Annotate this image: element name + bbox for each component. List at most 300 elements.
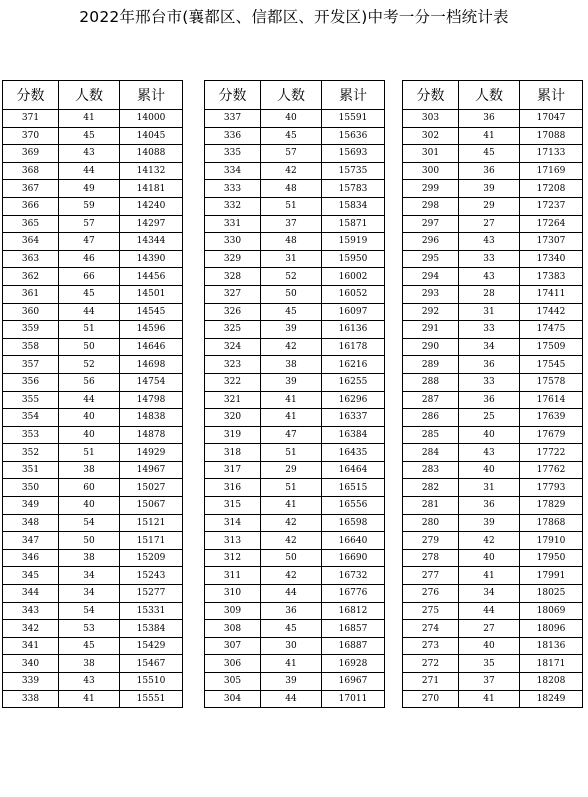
cumulative-cell: 15027 — [120, 479, 183, 497]
count-cell: 37 — [261, 215, 322, 233]
score-cell: 275 — [403, 602, 459, 620]
table-row — [205, 549, 385, 567]
cumulative-cell: 16967 — [322, 673, 385, 691]
cumulative-cell: 17340 — [520, 250, 583, 268]
table-row — [205, 215, 385, 233]
cumulative-cell: 16255 — [322, 373, 385, 391]
table-row — [3, 321, 183, 339]
table-row — [205, 479, 385, 497]
cumulative-cell: 17307 — [520, 233, 583, 251]
score-cell: 347 — [3, 532, 59, 550]
score-cell: 272 — [403, 655, 459, 673]
cumulative-cell: 14754 — [120, 373, 183, 391]
count-cell: 44 — [59, 391, 120, 409]
table-row — [3, 549, 183, 567]
score-cell: 370 — [3, 127, 59, 145]
cumulative-cell: 14132 — [120, 162, 183, 180]
cumulative-cell: 15243 — [120, 567, 183, 585]
count-cell: 52 — [261, 268, 322, 286]
count-cell: 51 — [59, 321, 120, 339]
header-score: 分数 — [403, 81, 459, 110]
table-row — [205, 444, 385, 462]
table-row — [3, 497, 183, 515]
score-cell: 304 — [205, 690, 261, 708]
score-cell: 313 — [205, 532, 261, 550]
table-row — [3, 409, 183, 427]
cumulative-cell: 17133 — [520, 145, 583, 163]
header-count: 人数 — [59, 81, 120, 110]
table-row — [205, 655, 385, 673]
cumulative-cell: 14545 — [120, 303, 183, 321]
cumulative-cell: 17829 — [520, 497, 583, 515]
score-cell: 358 — [3, 338, 59, 356]
table-row — [205, 303, 385, 321]
header-row — [205, 81, 385, 110]
score-cell: 296 — [403, 233, 459, 251]
cumulative-cell: 18208 — [520, 673, 583, 691]
cumulative-cell: 16337 — [322, 409, 385, 427]
score-cell: 318 — [205, 444, 261, 462]
table-row — [403, 690, 583, 708]
count-cell: 44 — [459, 602, 520, 620]
count-cell: 57 — [59, 215, 120, 233]
score-cell: 336 — [205, 127, 261, 145]
score-cell: 270 — [403, 690, 459, 708]
count-cell: 42 — [261, 338, 322, 356]
count-cell: 37 — [459, 673, 520, 691]
score-cell: 320 — [205, 409, 261, 427]
count-cell: 41 — [459, 127, 520, 145]
count-cell: 41 — [59, 110, 120, 128]
count-cell: 41 — [459, 567, 520, 585]
cumulative-cell: 14181 — [120, 180, 183, 198]
count-cell: 45 — [261, 620, 322, 638]
score-cell: 286 — [403, 409, 459, 427]
count-cell: 40 — [261, 110, 322, 128]
table-row — [205, 620, 385, 638]
table-row — [3, 426, 183, 444]
score-cell: 273 — [403, 637, 459, 655]
cumulative-cell: 14929 — [120, 444, 183, 462]
score-cell: 344 — [3, 585, 59, 603]
table-row — [3, 373, 183, 391]
header-row — [403, 81, 583, 110]
count-cell: 42 — [261, 567, 322, 585]
score-cell: 281 — [403, 497, 459, 515]
cumulative-cell: 17614 — [520, 391, 583, 409]
score-cell: 278 — [403, 549, 459, 567]
cumulative-cell: 16812 — [322, 602, 385, 620]
table-row — [3, 391, 183, 409]
table-row — [3, 268, 183, 286]
header-score: 分数 — [3, 81, 59, 110]
cumulative-cell: 16296 — [322, 391, 385, 409]
table-row — [205, 162, 385, 180]
score-cell: 357 — [3, 356, 59, 374]
cumulative-cell: 15735 — [322, 162, 385, 180]
score-cell: 322 — [205, 373, 261, 391]
table-row — [205, 497, 385, 515]
score-cell: 328 — [205, 268, 261, 286]
count-cell: 43 — [59, 145, 120, 163]
cumulative-cell: 16216 — [322, 356, 385, 374]
count-cell: 41 — [459, 690, 520, 708]
cumulative-cell: 16690 — [322, 549, 385, 567]
table-row — [205, 373, 385, 391]
cumulative-cell: 15950 — [322, 250, 385, 268]
cumulative-cell: 15384 — [120, 620, 183, 638]
count-cell: 36 — [459, 162, 520, 180]
table-row — [205, 356, 385, 374]
cumulative-cell: 14646 — [120, 338, 183, 356]
score-cell: 329 — [205, 250, 261, 268]
cumulative-cell: 16857 — [322, 620, 385, 638]
table-row — [403, 479, 583, 497]
cumulative-cell: 17545 — [520, 356, 583, 374]
table-row — [3, 620, 183, 638]
cumulative-cell: 14838 — [120, 409, 183, 427]
score-cell: 284 — [403, 444, 459, 462]
count-cell: 33 — [459, 321, 520, 339]
count-cell: 38 — [261, 356, 322, 374]
score-cell: 334 — [205, 162, 261, 180]
table-row — [403, 567, 583, 585]
score-cell: 360 — [3, 303, 59, 321]
table-row — [205, 127, 385, 145]
score-cell: 353 — [3, 426, 59, 444]
header-count: 人数 — [261, 81, 322, 110]
count-cell: 45 — [261, 127, 322, 145]
count-cell: 36 — [459, 497, 520, 515]
cumulative-cell: 14967 — [120, 461, 183, 479]
cumulative-cell: 16002 — [322, 268, 385, 286]
score-cell: 311 — [205, 567, 261, 585]
cumulative-cell: 16178 — [322, 338, 385, 356]
cumulative-cell: 18096 — [520, 620, 583, 638]
cumulative-cell: 16052 — [322, 285, 385, 303]
table-row — [3, 532, 183, 550]
cumulative-cell: 17868 — [520, 514, 583, 532]
score-cell: 324 — [205, 338, 261, 356]
cumulative-cell: 16097 — [322, 303, 385, 321]
count-cell: 39 — [459, 180, 520, 198]
table-row — [205, 532, 385, 550]
table-row — [403, 373, 583, 391]
table-row — [3, 690, 183, 708]
page-title: 2022年邢台市(襄都区、信都区、开发区)中考一分一档统计表 — [79, 8, 509, 26]
cumulative-cell: 17383 — [520, 268, 583, 286]
cumulative-cell: 16928 — [322, 655, 385, 673]
cumulative-cell: 16887 — [322, 637, 385, 655]
cumulative-cell: 17793 — [520, 479, 583, 497]
table-row — [3, 602, 183, 620]
count-cell: 41 — [261, 391, 322, 409]
cumulative-cell: 15331 — [120, 602, 183, 620]
table-row — [403, 180, 583, 198]
table-row — [3, 250, 183, 268]
table-row — [3, 637, 183, 655]
count-cell: 40 — [59, 497, 120, 515]
table-row — [403, 426, 583, 444]
table-row — [3, 180, 183, 198]
count-cell: 34 — [459, 338, 520, 356]
score-cell: 335 — [205, 145, 261, 163]
table-row — [3, 673, 183, 691]
count-cell: 48 — [261, 233, 322, 251]
table-row — [205, 585, 385, 603]
cumulative-cell: 14344 — [120, 233, 183, 251]
table-row — [3, 461, 183, 479]
score-cell: 346 — [3, 549, 59, 567]
table-row — [403, 391, 583, 409]
count-cell: 46 — [59, 250, 120, 268]
count-cell: 27 — [459, 620, 520, 638]
score-cell: 288 — [403, 373, 459, 391]
score-cell: 367 — [3, 180, 59, 198]
score-cell: 321 — [205, 391, 261, 409]
score-cell: 350 — [3, 479, 59, 497]
count-cell: 36 — [261, 602, 322, 620]
table-row — [3, 567, 183, 585]
table-row — [3, 110, 183, 128]
table-row — [403, 532, 583, 550]
count-cell: 39 — [261, 373, 322, 391]
table-row — [3, 514, 183, 532]
table-row — [403, 585, 583, 603]
cumulative-cell: 17011 — [322, 690, 385, 708]
count-cell: 60 — [59, 479, 120, 497]
table-row — [3, 127, 183, 145]
cumulative-cell: 16435 — [322, 444, 385, 462]
score-cell: 307 — [205, 637, 261, 655]
cumulative-cell: 18136 — [520, 637, 583, 655]
table-row — [205, 690, 385, 708]
count-cell: 34 — [459, 585, 520, 603]
count-cell: 36 — [459, 356, 520, 374]
table-row — [205, 250, 385, 268]
table-row — [403, 514, 583, 532]
cumulative-cell: 15067 — [120, 497, 183, 515]
score-cell: 293 — [403, 285, 459, 303]
table-row — [3, 338, 183, 356]
score-cell: 314 — [205, 514, 261, 532]
cumulative-cell: 15467 — [120, 655, 183, 673]
score-cell: 303 — [403, 110, 459, 128]
table-row — [3, 303, 183, 321]
header-score: 分数 — [205, 81, 261, 110]
score-cell: 295 — [403, 250, 459, 268]
table-row — [403, 197, 583, 215]
count-cell: 42 — [261, 162, 322, 180]
score-cell: 361 — [3, 285, 59, 303]
score-cell: 282 — [403, 479, 459, 497]
count-cell: 40 — [459, 637, 520, 655]
count-cell: 53 — [59, 620, 120, 638]
cumulative-cell: 17639 — [520, 409, 583, 427]
count-cell: 38 — [59, 655, 120, 673]
cumulative-cell: 14297 — [120, 215, 183, 233]
count-cell: 50 — [261, 285, 322, 303]
table-row — [205, 514, 385, 532]
cumulative-cell: 17722 — [520, 444, 583, 462]
cumulative-cell: 14596 — [120, 321, 183, 339]
header-row — [3, 81, 183, 110]
count-cell: 43 — [459, 233, 520, 251]
cumulative-cell: 17991 — [520, 567, 583, 585]
count-cell: 41 — [261, 497, 322, 515]
score-cell: 274 — [403, 620, 459, 638]
table-row — [403, 637, 583, 655]
table-row — [3, 444, 183, 462]
count-cell: 51 — [59, 444, 120, 462]
cumulative-cell: 17578 — [520, 373, 583, 391]
table-row — [3, 479, 183, 497]
count-cell: 38 — [59, 549, 120, 567]
count-cell: 45 — [459, 145, 520, 163]
score-cell: 333 — [205, 180, 261, 198]
table-row — [205, 461, 385, 479]
cumulative-cell: 16556 — [322, 497, 385, 515]
score-table-1 — [2, 80, 183, 708]
cumulative-cell: 17762 — [520, 461, 583, 479]
score-cell: 356 — [3, 373, 59, 391]
cumulative-cell: 17950 — [520, 549, 583, 567]
table-row — [403, 655, 583, 673]
table-row — [3, 197, 183, 215]
header-cumulative: 累计 — [520, 81, 583, 110]
count-cell: 34 — [59, 567, 120, 585]
table-row — [403, 268, 583, 286]
score-cell: 298 — [403, 197, 459, 215]
table-row — [403, 215, 583, 233]
cumulative-cell: 16640 — [322, 532, 385, 550]
table-row — [205, 110, 385, 128]
header-count: 人数 — [459, 81, 520, 110]
score-cell: 351 — [3, 461, 59, 479]
cumulative-cell: 17509 — [520, 338, 583, 356]
score-cell: 354 — [3, 409, 59, 427]
score-cell: 323 — [205, 356, 261, 374]
count-cell: 40 — [59, 426, 120, 444]
count-cell: 47 — [261, 426, 322, 444]
score-cell: 276 — [403, 585, 459, 603]
score-cell: 337 — [205, 110, 261, 128]
score-cell: 368 — [3, 162, 59, 180]
cumulative-cell: 17442 — [520, 303, 583, 321]
cumulative-cell: 14390 — [120, 250, 183, 268]
cumulative-cell: 15693 — [322, 145, 385, 163]
count-cell: 40 — [459, 426, 520, 444]
table-row — [403, 444, 583, 462]
table-row — [205, 197, 385, 215]
table-row — [205, 180, 385, 198]
table-row — [205, 145, 385, 163]
score-cell: 352 — [3, 444, 59, 462]
cumulative-cell: 17169 — [520, 162, 583, 180]
cumulative-cell: 14045 — [120, 127, 183, 145]
cumulative-cell: 14798 — [120, 391, 183, 409]
score-cell: 315 — [205, 497, 261, 515]
score-cell: 366 — [3, 197, 59, 215]
cumulative-cell: 15171 — [120, 532, 183, 550]
score-cell: 339 — [3, 673, 59, 691]
table-row — [403, 673, 583, 691]
count-cell: 40 — [59, 409, 120, 427]
count-cell: 42 — [261, 532, 322, 550]
count-cell: 44 — [261, 690, 322, 708]
table-row — [3, 233, 183, 251]
score-cell: 277 — [403, 567, 459, 585]
score-cell: 316 — [205, 479, 261, 497]
score-cell: 342 — [3, 620, 59, 638]
count-cell: 57 — [261, 145, 322, 163]
cumulative-cell: 14878 — [120, 426, 183, 444]
count-cell: 27 — [459, 215, 520, 233]
score-cell: 289 — [403, 356, 459, 374]
table-row — [205, 391, 385, 409]
score-cell: 291 — [403, 321, 459, 339]
cumulative-cell: 15919 — [322, 233, 385, 251]
count-cell: 31 — [261, 250, 322, 268]
count-cell: 36 — [459, 391, 520, 409]
table-row — [403, 233, 583, 251]
count-cell: 56 — [59, 373, 120, 391]
table-row — [205, 567, 385, 585]
table-row — [403, 162, 583, 180]
count-cell: 44 — [59, 303, 120, 321]
cumulative-cell: 15209 — [120, 549, 183, 567]
cumulative-cell: 16598 — [322, 514, 385, 532]
count-cell: 43 — [459, 444, 520, 462]
score-cell: 349 — [3, 497, 59, 515]
cumulative-cell: 15591 — [322, 110, 385, 128]
count-cell: 39 — [459, 514, 520, 532]
cumulative-cell: 14456 — [120, 268, 183, 286]
count-cell: 45 — [59, 637, 120, 655]
score-cell: 330 — [205, 233, 261, 251]
cumulative-cell: 17088 — [520, 127, 583, 145]
score-cell: 355 — [3, 391, 59, 409]
count-cell: 42 — [261, 514, 322, 532]
count-cell: 25 — [459, 409, 520, 427]
cumulative-cell: 17264 — [520, 215, 583, 233]
table-row — [403, 321, 583, 339]
table-row — [403, 110, 583, 128]
header-cumulative: 累计 — [322, 81, 385, 110]
score-cell: 280 — [403, 514, 459, 532]
count-cell: 43 — [59, 673, 120, 691]
score-cell: 340 — [3, 655, 59, 673]
table-row — [403, 285, 583, 303]
score-cell: 305 — [205, 673, 261, 691]
score-cell: 279 — [403, 532, 459, 550]
count-cell: 38 — [59, 461, 120, 479]
table-row — [205, 233, 385, 251]
table-row — [3, 585, 183, 603]
score-cell: 359 — [3, 321, 59, 339]
score-cell: 317 — [205, 461, 261, 479]
count-cell: 48 — [261, 180, 322, 198]
cumulative-cell: 18025 — [520, 585, 583, 603]
table-row — [205, 637, 385, 655]
count-cell: 36 — [459, 110, 520, 128]
count-cell: 50 — [59, 338, 120, 356]
count-cell: 44 — [261, 585, 322, 603]
table-row — [205, 426, 385, 444]
score-table-3 — [402, 80, 583, 708]
table-row — [403, 250, 583, 268]
score-cell: 271 — [403, 673, 459, 691]
